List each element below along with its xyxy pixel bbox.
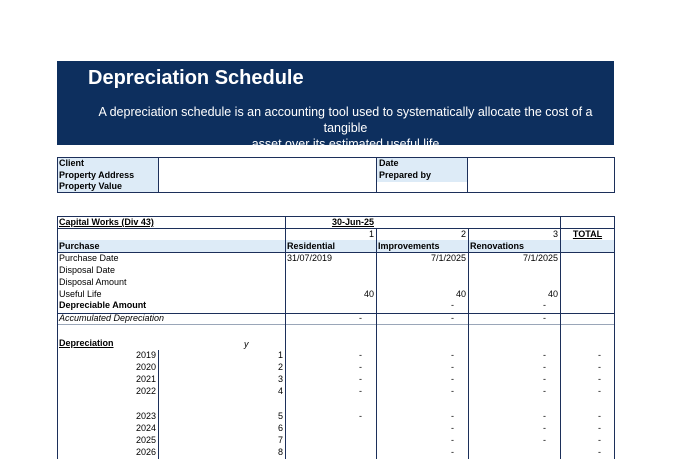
- year-renovations-value: -: [543, 362, 546, 372]
- year-total-value: -: [598, 411, 601, 421]
- year-label: 2026: [135, 447, 156, 457]
- year-renovations-value: -: [543, 411, 546, 421]
- purchase-header: Purchase: [59, 241, 100, 251]
- year-label: 2025: [135, 435, 156, 445]
- useful-life-residential[interactable]: 40: [363, 289, 374, 299]
- disposal-date-label: Disposal Date: [59, 265, 116, 275]
- column-number-3: 3: [552, 229, 558, 239]
- page-description: [77, 104, 614, 152]
- purchase-date-renovations[interactable]: 7/1/2025: [522, 253, 558, 263]
- period-header: 30-Jun-25: [331, 217, 374, 227]
- useful-life-renovations[interactable]: 40: [547, 289, 558, 299]
- year-total-value: -: [598, 447, 601, 457]
- column-number-1: 1: [368, 229, 374, 239]
- accumulated-improvements: -: [451, 313, 454, 323]
- header-banner: [57, 61, 614, 151]
- year-index: 4: [277, 386, 283, 396]
- client-label: Client: [59, 158, 85, 168]
- depreciable-amount-improvements: -: [451, 300, 454, 310]
- prepared-by-label: Prepared by: [379, 170, 432, 180]
- year-label: 2023: [135, 411, 156, 421]
- year-label: 2022: [135, 386, 156, 396]
- depreciable-amount-label: Depreciable Amount: [59, 300, 147, 310]
- year-label: 2021: [135, 374, 156, 384]
- depreciable-amount-renovations: -: [543, 300, 546, 310]
- date-label: Date: [379, 158, 399, 168]
- year-renovations-value: -: [543, 435, 546, 445]
- y-column-label: y: [244, 339, 249, 349]
- year-residential-value: -: [359, 362, 362, 372]
- year-improvements-value: -: [451, 386, 454, 396]
- purchase-date-improvements[interactable]: 7/1/2025: [430, 253, 466, 263]
- client-value-cell[interactable]: [159, 158, 376, 192]
- total-header: TOTAL: [572, 229, 603, 239]
- description-line-2: asset over its estimated useful life: [251, 137, 440, 151]
- year-total-value: -: [598, 435, 601, 445]
- year-residential-value: -: [359, 350, 362, 360]
- useful-life-label: Useful Life: [59, 289, 102, 299]
- year-total-value: -: [598, 350, 601, 360]
- year-improvements-value: -: [451, 423, 454, 433]
- column-header-renovations: Renovations: [470, 241, 525, 251]
- year-renovations-value: -: [543, 350, 546, 360]
- depreciation-label: Depreciation: [59, 338, 114, 348]
- year-renovations-value: -: [543, 374, 546, 384]
- year-index: 7: [277, 435, 283, 445]
- year-improvements-value: -: [451, 447, 454, 457]
- year-improvements-value: -: [451, 362, 454, 372]
- property-address-label: Property Address: [59, 170, 135, 180]
- year-index: 2: [277, 362, 283, 372]
- column-number-2: 2: [460, 229, 466, 239]
- year-index: 3: [277, 374, 283, 384]
- year-index: 1: [277, 350, 283, 360]
- year-renovations-value: -: [543, 423, 546, 433]
- year-improvements-value: -: [451, 350, 454, 360]
- useful-life-improvements[interactable]: 40: [455, 289, 466, 299]
- year-improvements-value: -: [451, 411, 454, 421]
- page-title: Depreciation Schedule: [88, 67, 304, 89]
- year-index: 6: [277, 423, 283, 433]
- year-residential-value: -: [359, 386, 362, 396]
- year-index: 8: [277, 447, 283, 457]
- year-improvements-value: -: [451, 435, 454, 445]
- disposal-amount-label: Disposal Amount: [59, 277, 127, 287]
- year-total-value: -: [598, 374, 601, 384]
- purchase-date-residential[interactable]: 31/07/2019: [287, 253, 333, 263]
- column-header-improvements: Improvements: [378, 241, 440, 251]
- accumulated-residential: -: [359, 313, 362, 323]
- year-residential-value: -: [359, 411, 362, 421]
- accumulated-renovations: -: [543, 313, 546, 323]
- year-residential-value: -: [359, 374, 362, 384]
- year-label: 2020: [135, 362, 156, 372]
- accumulated-depreciation-label: Accumulated Depreciation: [59, 313, 165, 323]
- year-renovations-value: -: [543, 386, 546, 396]
- year-index: 5: [277, 411, 283, 421]
- year-label: 2019: [135, 350, 156, 360]
- info-divider: [376, 157, 377, 193]
- property-value-label: Property Value: [59, 181, 123, 191]
- year-total-value: -: [598, 386, 601, 396]
- section-title: Capital Works (Div 43): [59, 217, 154, 227]
- year-total-value: -: [598, 362, 601, 372]
- year-total-value: -: [598, 423, 601, 433]
- date-value-cell[interactable]: [468, 158, 614, 192]
- year-label: 2024: [135, 423, 156, 433]
- column-header-residential: Residential: [287, 241, 336, 251]
- description-line-1: A depreciation schedule is an accounting tool used to systematically allocate the cost of a tangible: [98, 105, 593, 135]
- year-improvements-value: -: [451, 374, 454, 384]
- purchase-date-label: Purchase Date: [59, 253, 119, 263]
